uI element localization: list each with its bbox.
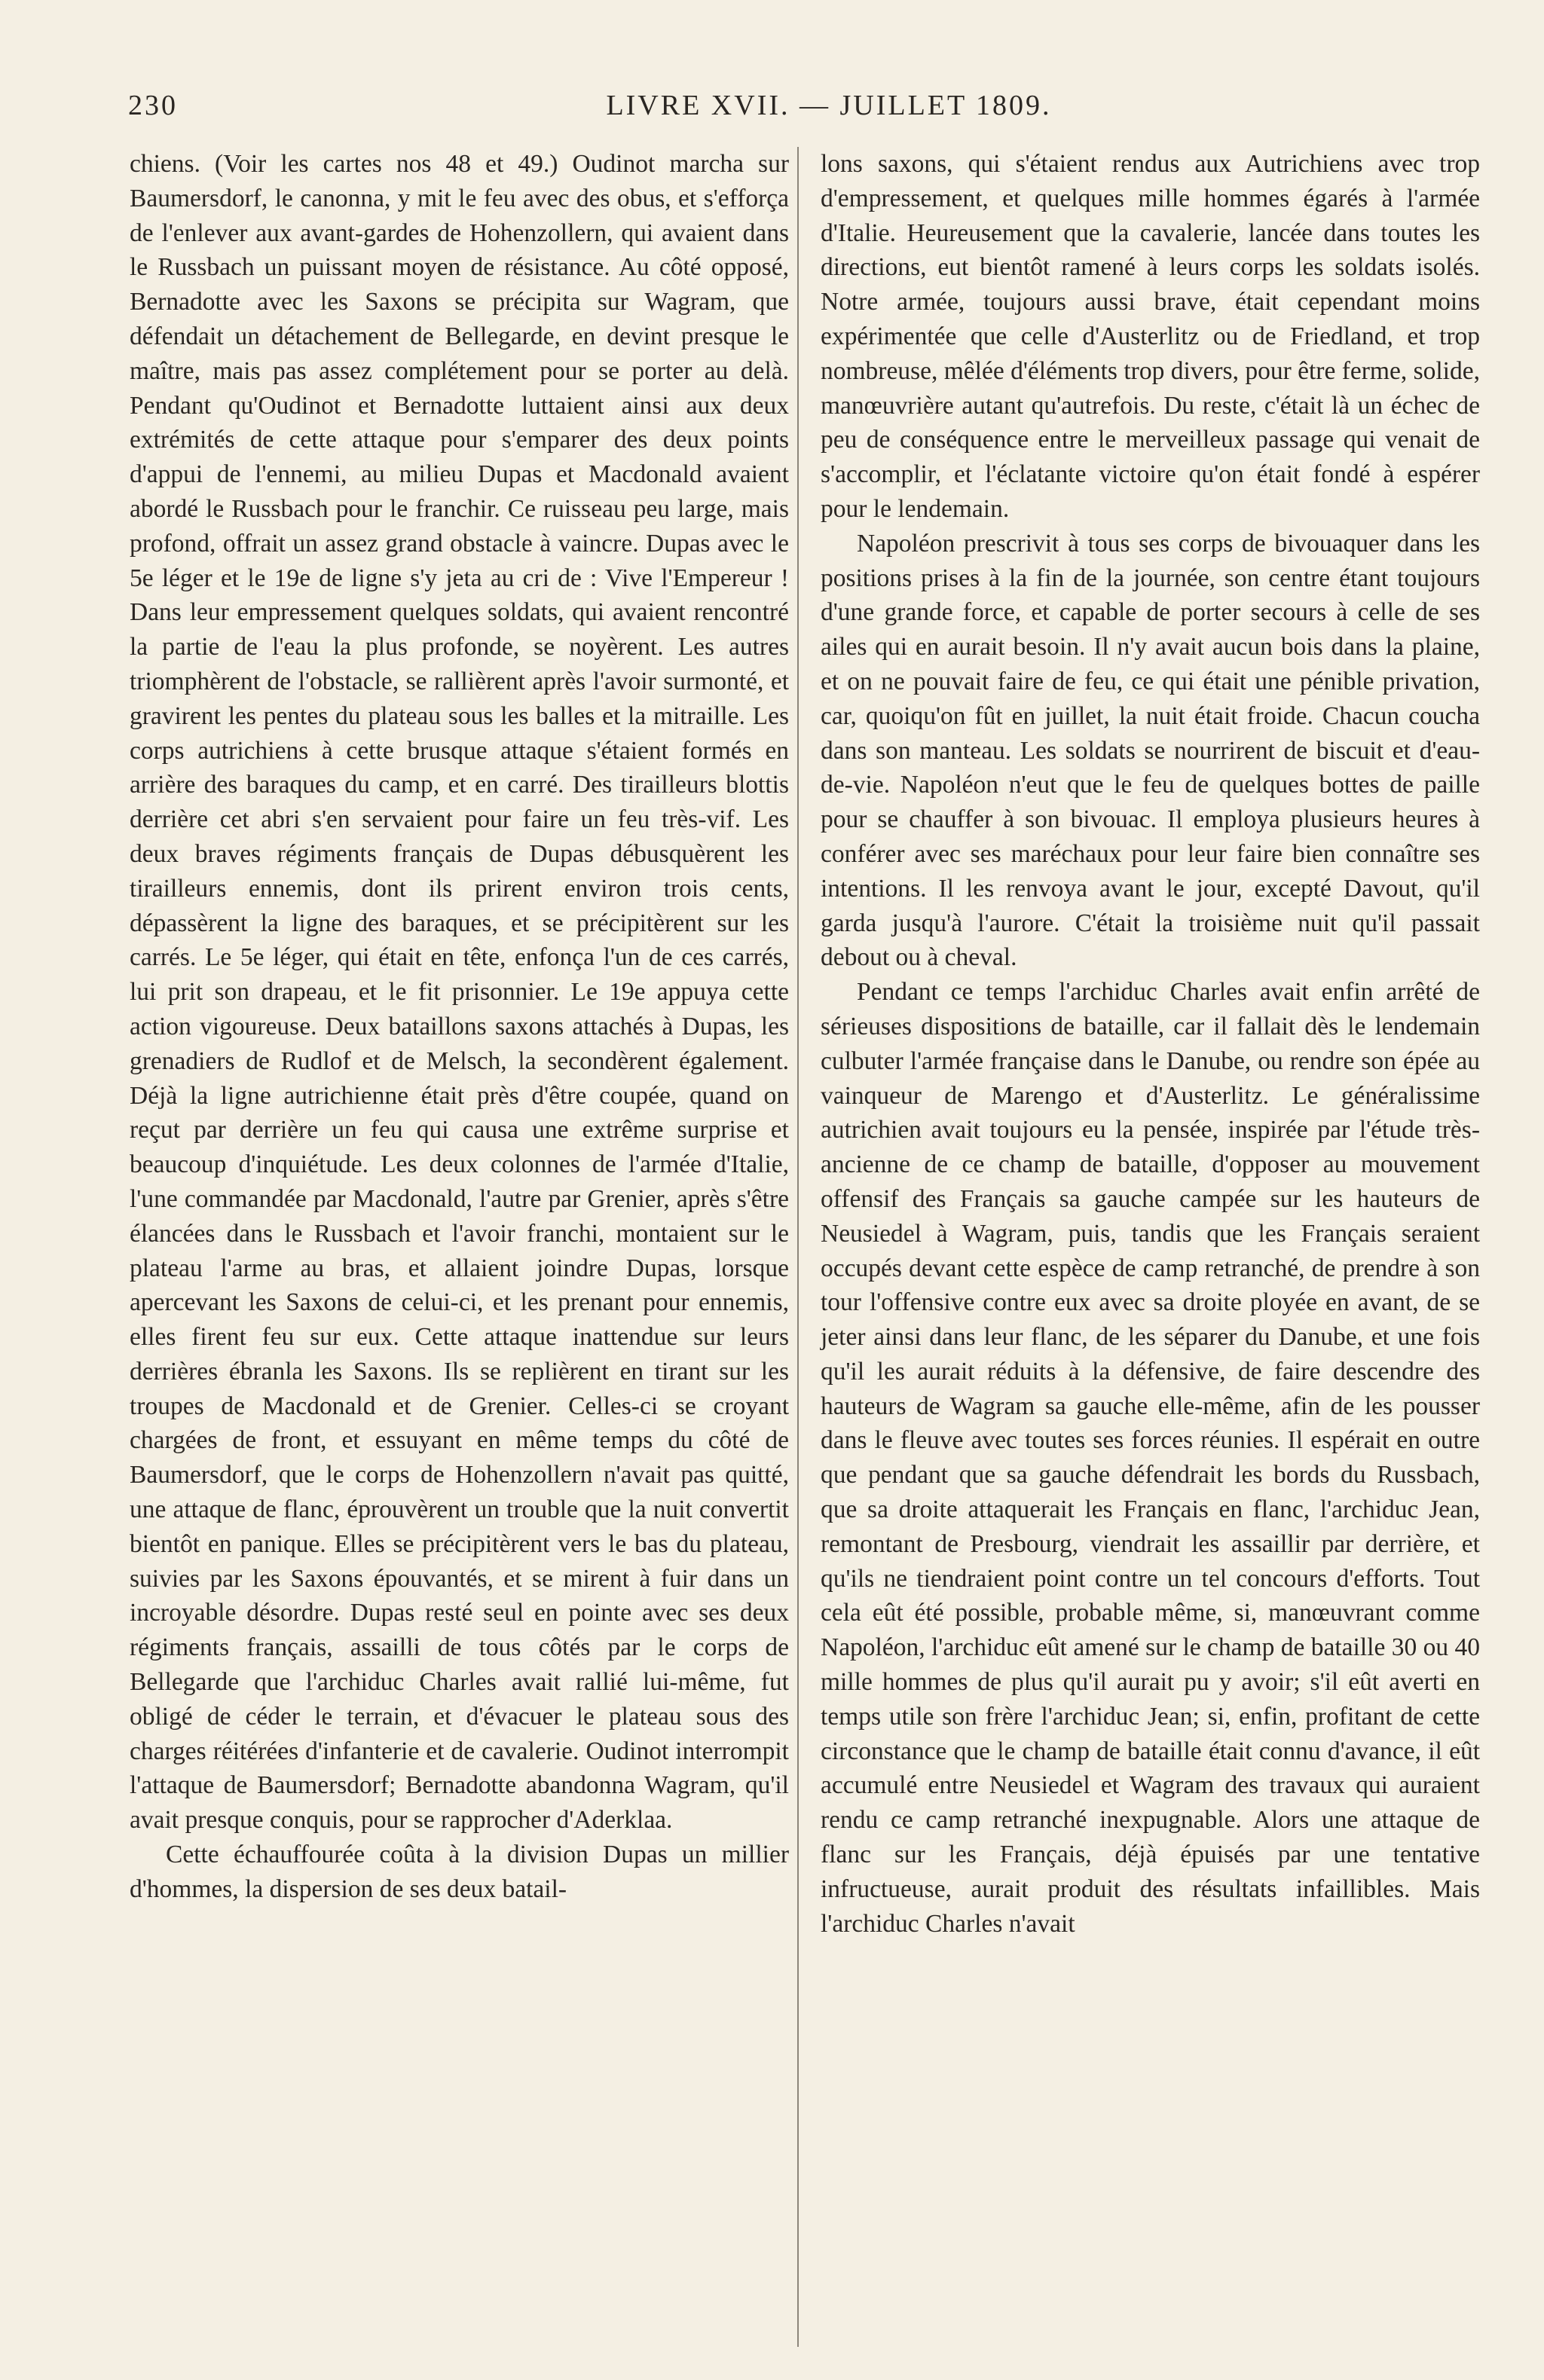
paragraph: Pendant ce temps l'archiduc Charles avait enfin arrêté de sérieuses dispositions de bataille, car il fallait dès le lendemain culbuter l'armée française dans le Danube, ou rendre son épée au vainqueur de Marengo et d'Austerlitz. Le généralissime autrichien avait toujours eu la pensée, inspirée par l'étude très-ancienne de ce champ de bataille, d'opposer au mouvement offensif des Français sa gauche campée sur les hauteurs de Neusiedel à Wagram, puis, tandis que les Français seraient occupés devant cette espèce de camp retranché, de prendre à son tour l'offensive contre eux avec sa droite ployée en avant, de se jeter ainsi dans leur flanc, de les séparer du Danube, et une fois qu'il les aurait réduits à la défensive, de faire descendre des hauteurs de Wagram sa gauche elle-même, afin de les pousser dans le fleuve avec toutes ses forces réunies. Il espérait en outre que pendant que sa gauche défendrait les bords du Russbach, que sa droite attaquerait les Français en flanc, l'archiduc Jean, remontant de Presbourg, viendrait les assaillir par derrière, et qu'ils ne tiendraient point contre un tel concours d'efforts. Tout cela eût été possible, probable même, si, manœuvrant comme Napoléon, l'archiduc eût amené sur le champ de bataille 30 ou 40 mille hommes de plus qu'il aurait pu y avoir; s'il eût averti en temps utile son frère l'archiduc Jean; si, enfin, profitant de cette circonstance que le champ de bataille était connu d'avance, il eût accumulé entre Neusiedel et Wagram des travaux qui auraient rendu ce camp retranché inexpugnable. Alors une attaque de flanc sur les Français, déjà épuisés par une tentative infructueuse, aurait produit des résultats infaillibles. Mais l'archiduc Charles n'avait: [821, 978, 1480, 1938]
paragraph: chiens. (Voir les cartes nos 48 et 49.) Oudinot marcha sur Baumersdorf, le canonna, y mit le feu avec des obus, et s'efforça de l'enlever aux avant-gardes de Hohenzollern, qui avaient dans le Russbach un puissant moyen de résistance. Au côté opposé, Bernadotte avec les Saxons se précipita sur Wagram, que défendait un détachement de Bellegarde, en devint presque le maître, mais pas assez complétement pour se porter au delà. Pendant qu'Oudinot et Bernadotte luttaient ainsi aux deux extrémités de cette attaque pour s'emparer des deux points d'appui de l'ennemi, au milieu Dupas et Macdonald avaient abordé le Russbach pour le franchir. Ce ruisseau peu large, mais profond, offrait un assez grand obstacle à vaincre. Dupas avec le 5e léger et le 19e de ligne s'y jeta au cri de : Vive l'Empereur ! Dans leur empressement quelques soldats, qui avaient rencontré la partie de l'eau la plus profonde, se noyèrent. Les autres triomphèrent de l'obstacle, se rallièrent après l'avoir surmonté, et gravirent les pentes du plateau sous les balles et la mitraille. Les corps autrichiens à cette brusque attaque s'étaient formés en arrière des baraques du camp, et en carré. Des tirailleurs blottis derrière cet abri s'en servaient pour faire un feu très-vif. Les deux braves régiments français de Dupas débusquèrent les tirailleurs ennemis, dont ils prirent environ trois cents, dépassèrent la ligne des baraques, et se précipitèrent sur les carrés. Le 5e léger, qui était en tête, enfonça l'un de ces carrés, lui prit son drapeau, et le fit prisonnier. Le 19e appuya cette action vigoureuse. Deux bataillons saxons attachés à Dupas, les grenadiers de Rudlof et de Melsch, la secondèrent également. Déjà la ligne autrichienne était près d'être coupée, quand on reçut par derrière un feu qui causa une extrême surprise et beaucoup d'inquiétude. Les deux colonnes de l'armée d'Italie, l'une commandée par Macdonald, l'autre par Grenier, après s'être élancées dans le Russbach et l'avoir franchi, montaient sur le plateau l'arme au bras, et allaient joindre Dupas, lorsque apercevant les Saxons de celui-ci, et les prenant pour ennemis, elles firent feu sur eux. Cette attaque inattendue sur leurs derrières ébranla les Saxons. Ils se replièrent en tirant sur les troupes de Macdonald et de Grenier. Celles-ci se croyant chargées de front, et essuyant en même temps du côté de Baumersdorf, que le corps de Hohenzollern n'avait pas quitté, une attaque de flanc, éprouvèrent un trouble que la nuit convertit bientôt en panique. Elles se précipitèrent vers le bas du plateau, suivies par les Saxons épouvantés, et se mirent à fuir dans un incroyable désordre. Dupas resté seul en pointe avec ses deux régiments français, assailli de tous côtés par le corps de Bellegarde que l'archiduc Charles avait rallié lui-même, fut obligé de céder le terrain, et d'évacuer le plateau sous des charges réitérées d'infanterie et de cavalerie. Oudinot interrompit l'attaque de Baumersdorf; Bernadotte abandonna Wagram, qu'il avait presque conquis, pour se rapprocher d'Aderklaa.: [130, 150, 789, 1835]
running-head: LIVRE XVII. — JUILLET 1809.: [606, 90, 1052, 121]
paragraph: Napoléon prescrivit à tous ses corps de bivouaquer dans les positions prises à la fin de la journée, son centre étant toujours d'une grande force, et capable de porter secours à celle de ses ailes qui en aurait besoin. Il n'y avait aucun bois dans la plaine, et on ne pouvait faire de feu, ce qui était une pénible privation, car, quoiqu'on fût en juillet, la nuit était froide. Chacun coucha dans son manteau. Les soldats se nourrirent de biscuit et d'eau-de-vie. Napoléon n'eut que le feu de quelques bottes de paille pour se chauffer à son bivouac. Il employa plusieurs heures à conférer avec ses maréchaux pour leur faire bien connaître ses intentions. Il les renvoya avant le jour, excepté Davout, qu'il garda jusqu'à l'aurore. C'était la troisième nuit qu'il passait debout ou à cheval.: [821, 529, 1480, 972]
right-column: [821, 147, 1480, 1941]
column-divider: [797, 147, 799, 2347]
left-column: [130, 147, 789, 1907]
paragraph: lons saxons, qui s'étaient rendus aux Autrichiens avec trop d'empressement, et quelques mille hommes égarés à l'armée d'Italie. Heureusement que la cavalerie, lancée dans toutes les directions, eut bientôt ramené à leurs corps les soldats isolés. Notre armée, toujours aussi brave, était cependant moins expérimentée que celle d'Austerlitz ou de Friedland, et trop nombreuse, mêlée d'éléments trop divers, pour être ferme, solide, manœuvrière autant qu'autrefois. Du reste, c'était là un échec de peu de conséquence entre le merveilleux passage qui venait de s'accomplir, et l'éclatante victoire qu'on était fondé à espérer pour le lendemain.: [821, 150, 1480, 523]
page-header: [128, 89, 1484, 134]
paragraph: Cette échauffourée coûta à la division Dupas un millier d'hommes, la dispersion de ses deux batail-: [130, 1841, 789, 1903]
page-number: 230: [128, 90, 178, 121]
